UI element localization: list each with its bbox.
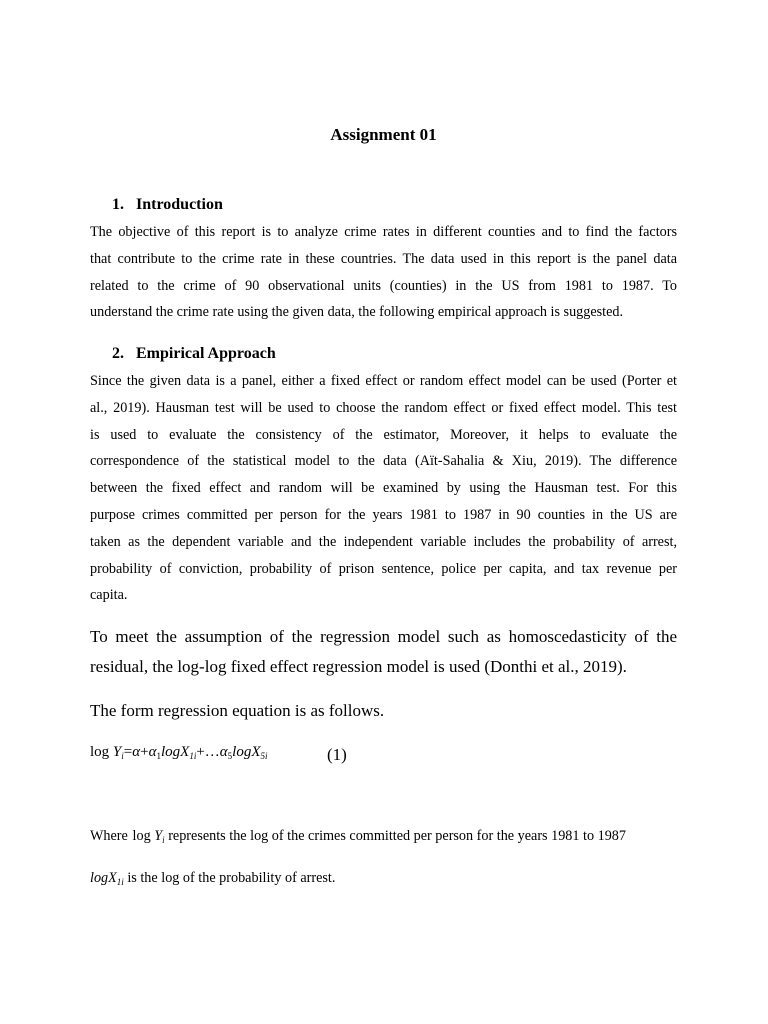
eq-logx5: logX	[232, 744, 261, 760]
paragraph-line: taken as the dependent variable and the independent variable includes the probability of arrest,	[90, 533, 677, 550]
paragraph-line: The form regression equation is as follows.	[90, 701, 385, 720]
section-number: 2.	[112, 345, 124, 362]
where-y: Y	[154, 828, 163, 844]
def-logx: logX	[90, 870, 117, 886]
document-title: Assignment 01	[330, 125, 437, 144]
paragraph-line: is used to evaluate the consistency of the estimator, Moreover, it helps to evaluate the	[90, 426, 677, 443]
section-heading-empirical-approach	[112, 344, 276, 364]
definition-line	[90, 866, 335, 890]
eq-dots: …	[204, 744, 220, 760]
eq-logx5-sub: 5i	[260, 751, 268, 761]
paragraph-line: that contribute to the crime rate in these countries. The data used in this report is the panel data	[90, 250, 677, 267]
paragraph-line: correspondence of the statistical model to the data (Aït-Sahalia & Xiu, 2019). The difference	[90, 453, 677, 470]
where-y-sub: i	[162, 835, 165, 845]
paragraph-line: To meet the assumption of the regression model such as homoscedasticity of the	[90, 627, 677, 646]
eq-plus: +	[140, 744, 149, 760]
eq-log: log	[90, 744, 110, 760]
equation-intro	[90, 696, 677, 726]
eq-alpha: α	[132, 744, 141, 760]
assumption-paragraph	[90, 622, 677, 682]
where-suffix: represents the log of the crimes committed per person for the years 1981 to 1987	[164, 828, 626, 844]
eq-y-sub: i	[121, 751, 124, 761]
paragraph-line: capita.	[90, 587, 128, 604]
introduction-paragraph	[90, 219, 677, 326]
regression-equation	[90, 740, 268, 764]
paragraph-line: between the fixed effect and random will be examined by using the Hausman test. For this	[90, 480, 677, 497]
paragraph-line: related to the crime of 90 observational units (counties) in the US from 1981 to 1987. To	[90, 277, 677, 294]
where-line	[90, 824, 626, 848]
paragraph-line: probability of conviction, probability of prison sentence, police per capita, and tax revenue per	[90, 560, 677, 577]
def-period: .	[331, 870, 336, 886]
eq-y: Y	[112, 744, 122, 760]
eq-equals: =	[123, 744, 133, 760]
paragraph-line: Since the given data is a panel, either a fixed effect or random effect model can be used (Porter et	[90, 373, 677, 389]
section-title: Introduction	[136, 196, 223, 213]
equation-number: (1)	[327, 745, 347, 764]
eq-plus2: +	[196, 744, 205, 760]
eq-alpha5-sub: 5	[227, 751, 233, 761]
paragraph-line: understand the crime rate using the given data, the following empirical approach is suggested.	[90, 304, 624, 321]
where-prefix: Where	[90, 828, 132, 844]
where-log: log	[132, 828, 151, 844]
section-heading-introduction	[112, 195, 223, 215]
paragraph-line: purpose crimes committed per person for the years 1981 to 1987 in 90 counties in the US are	[90, 506, 677, 523]
section-number: 1.	[112, 196, 124, 213]
eq-logx1-sub: 1i	[189, 751, 197, 761]
paragraph-line: al., 2019). Hausman test will be used to choose the random effect or fixed effect model. This test	[90, 399, 677, 416]
eq-alpha1: α	[148, 744, 157, 760]
section-title: Empirical Approach	[136, 345, 276, 362]
paragraph-line: The objective of this report is to analyze crime rates in different counties and to find the factors	[90, 224, 677, 240]
def-logx-sub: 1i	[116, 877, 124, 887]
paragraph-line: residual, the log-log fixed effect regression model is used (Donthi et al., 2019).	[90, 657, 627, 676]
eq-logx1: logX	[160, 744, 190, 760]
eq-alpha1-sub: 1	[156, 751, 161, 761]
eq-alpha5: α	[219, 744, 228, 760]
empirical-approach-paragraph	[90, 368, 677, 609]
def-suffix: is the log of the probability of arrest	[123, 870, 332, 886]
